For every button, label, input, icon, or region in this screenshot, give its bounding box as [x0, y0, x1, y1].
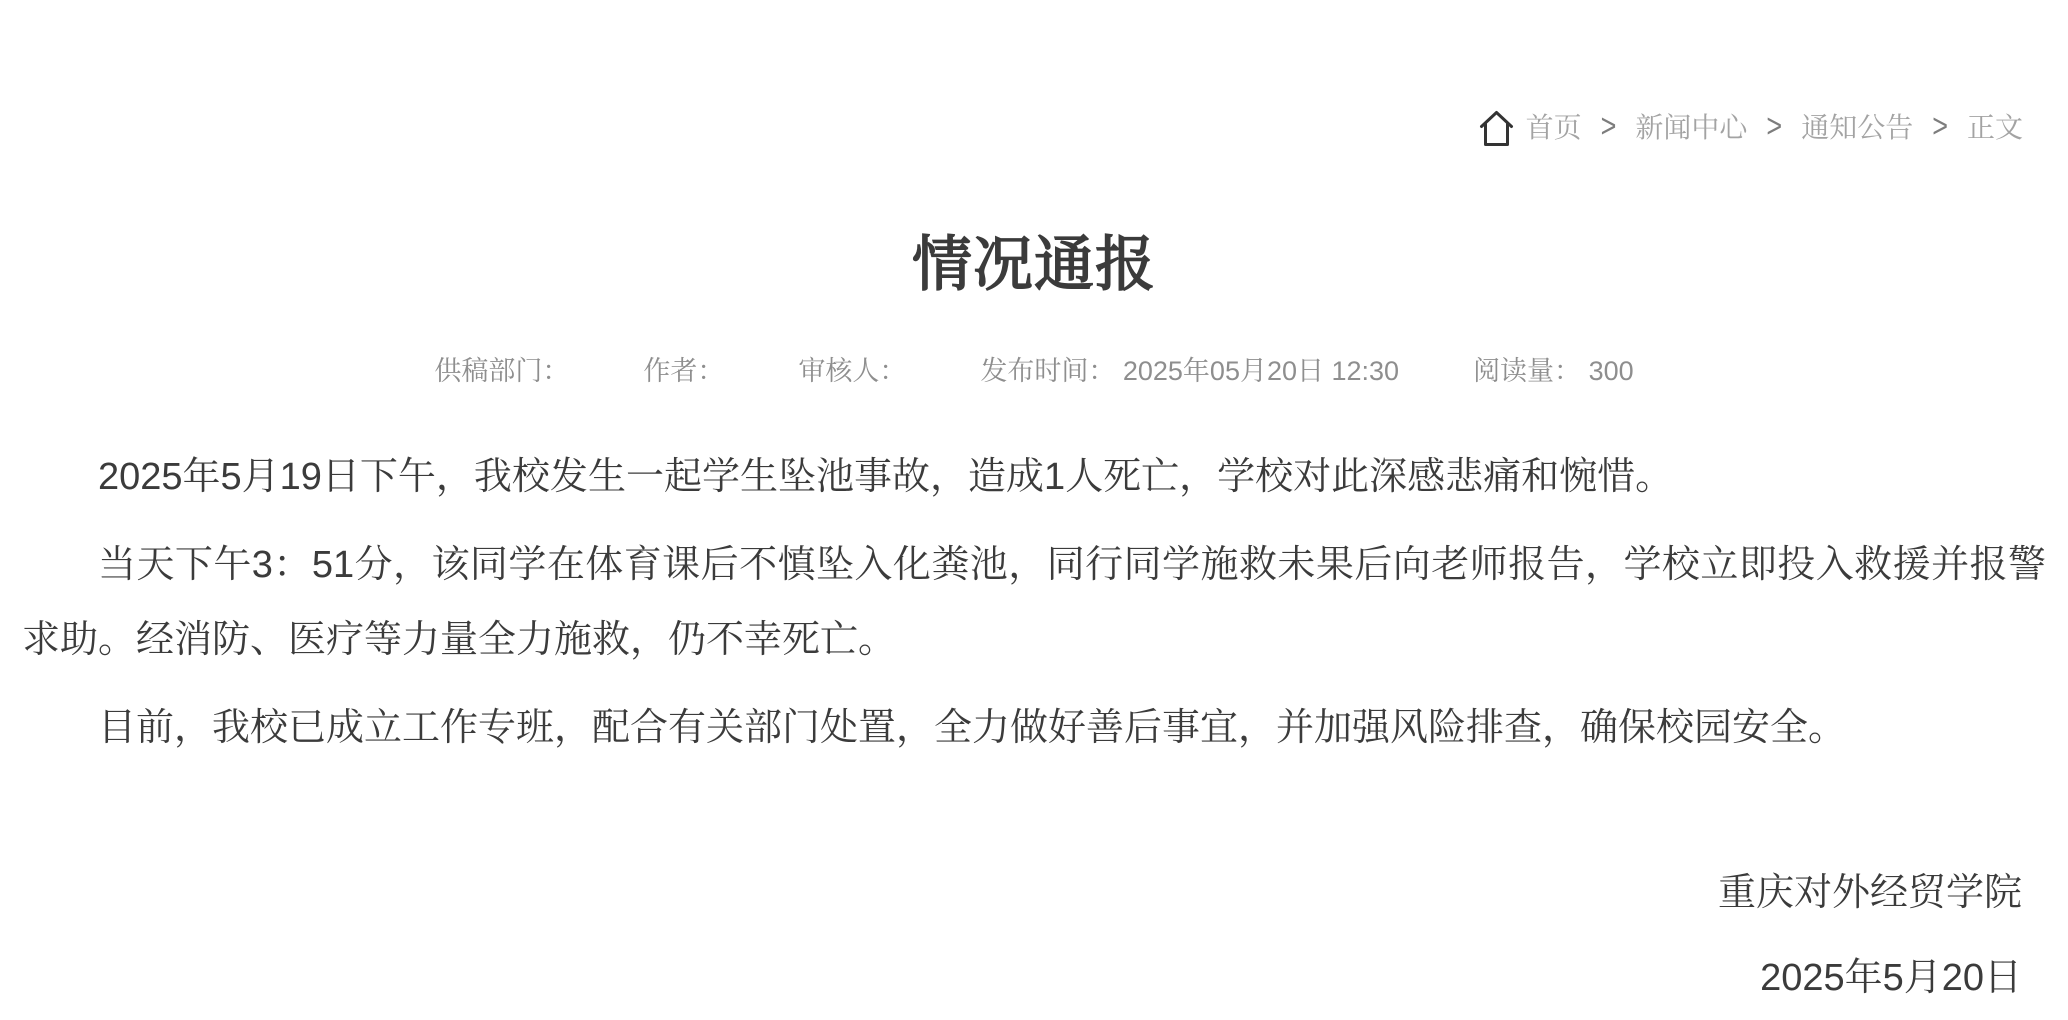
meta-publish-time [980, 349, 1399, 388]
meta-department-label: 供稿部门： [434, 356, 570, 386]
breadcrumb [0, 0, 2068, 146]
meta-reviewer-label: 审核人： [798, 356, 907, 386]
meta-author [643, 349, 724, 388]
meta-reviewer [798, 349, 906, 388]
meta-publish-time-label: 发布时间： [980, 356, 1116, 386]
article-paragraph: 2025年5月19日下午，我校发生一起学生坠池事故，造成1人死亡，学校对此深感悲痛和惋惜。 [98, 456, 1674, 498]
breadcrumb-separator: > [1766, 106, 1783, 145]
breadcrumb-item-current: 正文 [1966, 112, 2023, 143]
article-meta [0, 349, 2068, 388]
article-date: 2025年5月20日 [1760, 957, 2022, 999]
breadcrumb-separator: > [1600, 106, 1617, 145]
meta-author-label: 作者： [643, 356, 725, 386]
meta-views-value: 300 [1588, 356, 1634, 386]
breadcrumb-item-news-center[interactable]: 新闻中心 [1635, 112, 1748, 143]
home-icon[interactable] [1478, 108, 1515, 148]
article-body [0, 440, 2068, 1016]
breadcrumb-item-home[interactable] [1478, 106, 1582, 146]
meta-publish-time-value: 2025年05月20日 12:30 [1122, 356, 1400, 386]
breadcrumb-item-notices[interactable]: 通知公告 [1801, 112, 1914, 143]
article-paragraph: 当天下午3：51分，该同学在体育课后不慎坠入化粪池，同行同学施救未果后向老师报告，学校立即投入救援并报警求助。经消防、医疗等力量全力施救，仍不幸死亡。 [22, 544, 2046, 661]
meta-views-label: 阅读量： [1473, 356, 1582, 386]
article-signature: 重庆对外经贸学院 [1717, 872, 2022, 914]
meta-views [1473, 349, 1634, 388]
breadcrumb-home-label[interactable]: 首页 [1525, 112, 1582, 143]
meta-department [434, 349, 569, 388]
breadcrumb-separator: > [1932, 106, 1948, 145]
page-title: 情况通报 [912, 231, 1156, 298]
article-paragraph: 目前，我校已成立工作专班，配合有关部门处置，全力做好善后事宜，并加强风险排查，确保校园安全。 [98, 707, 1847, 749]
